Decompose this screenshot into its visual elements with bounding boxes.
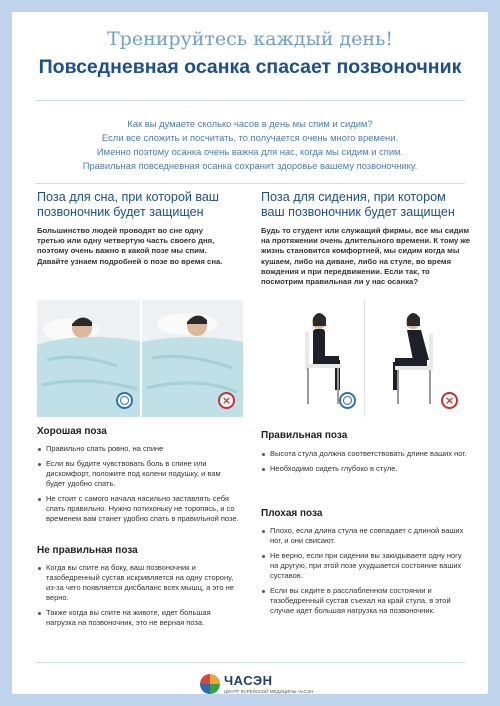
divider	[35, 662, 465, 663]
intro-line: Если все сложить и посчитать, то получается очень много времени.	[101, 132, 399, 143]
list-item: Если вы будите чувствовать боль в спине или дискомфорт, положите под колени подушку, и вам будет удобно спать.	[37, 459, 242, 489]
sleep-good-title: Хорошая поза	[37, 426, 107, 437]
list-item: Когда вы спите на боку, ваш позвоночник и тазобедренный сустав искривляется на одну сторону, из-за чего появляется дисбаланс всех мышц, а это не верно.	[37, 563, 242, 603]
list-item: Также когда вы спите на животе, идет большая нагрузка на позвоночник, это не верная поза.	[37, 608, 242, 628]
page-title: Повседневная осанка спасает позвоночник	[38, 56, 462, 78]
list-item: Не стоит с самого начала насильно заставлять себя спать правильно. Нужно потихоньку не торопясь, и со временем вам станет удобно спать в правильной позе.	[37, 494, 242, 524]
intro-text	[30, 117, 470, 173]
logo-mark-icon	[200, 674, 220, 694]
sleep-photos	[37, 300, 243, 417]
sitting-bad-list	[261, 526, 471, 621]
sitting-good-title: Правильная поза	[261, 430, 348, 441]
intro-line: Правильная повседневная осанка сохранит здоровье вашему позвоночнику.	[82, 160, 418, 171]
correct-circle-icon	[116, 392, 133, 409]
divider	[35, 100, 465, 101]
logo-name: ЧАСЭН	[224, 673, 273, 688]
wrong-x-icon: ×	[218, 392, 235, 409]
list-item: Высота стула должна соответствовать длине ваших ног.	[261, 449, 471, 459]
wrong-x-icon: ×	[441, 392, 458, 409]
sleep-bad-title: Не правильная поза	[37, 545, 138, 556]
list-item: Правильно спать ровно, на спине	[37, 444, 242, 454]
sleep-good-list	[37, 444, 242, 529]
sitting-section-heading: Поза для сидения, при котором ваш позвоночник будет защищен	[261, 190, 455, 219]
intro-line: Именно поэтому осанка очень важна для нас, когда мы сидим и спим.	[96, 146, 404, 157]
intro-line: Как вы думаете сколько часов в день мы спим и сидим?	[127, 118, 373, 129]
sleep-intro-paragraph: Большинство людей проводят во сне одну третью или одну четвертую часть своего дня, поэтому очень важно в какой позе мы спим. Давайте узнаем подробней о позе во время сна.	[37, 226, 223, 266]
sleeping-people-illustration	[37, 300, 243, 417]
sitting-good-list	[261, 449, 471, 479]
page-subtitle: Тренируйтесь каждый день!	[107, 28, 393, 50]
correct-circle-icon	[339, 392, 356, 409]
sitting-intro-paragraph: Будь то студент или служащий фирмы, все мы сидим на протяжении очень длительного времени. К тому же жизнь становится комфортней, мы сидим когда мы кушаем, либо на диване, либо на стуле, во время вождения и при передвижении. Если так, то посмотрим правильная ли у нас осанка?	[261, 226, 471, 287]
sitting-bad-title: Плохая поза	[261, 508, 323, 519]
sleep-section-heading: Поза для сна, при которой ваш позвоночник будет защищен	[37, 190, 220, 219]
sitting-photos	[261, 300, 467, 417]
logo-tagline: ЦЕНТР КОРЕЙСКОЙ МЕДИЦИНЫ ЧАСЭН	[224, 689, 314, 694]
list-item: Если вы сидите в расслабленном состоянии и тазобедренный сустав съехал на край стула, в этой случае идет большая нагрузка на позвоночник.	[261, 586, 471, 616]
list-item: Плохо, если длина стула не совпадает с длиной ваших ног, и они свисают.	[261, 526, 471, 546]
sleep-bad-list	[37, 563, 242, 633]
list-item: Не верно, если при сидении вы закидываете одну ногу на другую, при этой позе ухудшается состояние ваших суставов.	[261, 551, 471, 581]
list-item: Необходимо сидеть глубоко в стуле.	[261, 464, 471, 474]
sitting-women-illustration	[261, 300, 467, 417]
footer-logo	[200, 672, 314, 698]
divider	[35, 183, 465, 184]
